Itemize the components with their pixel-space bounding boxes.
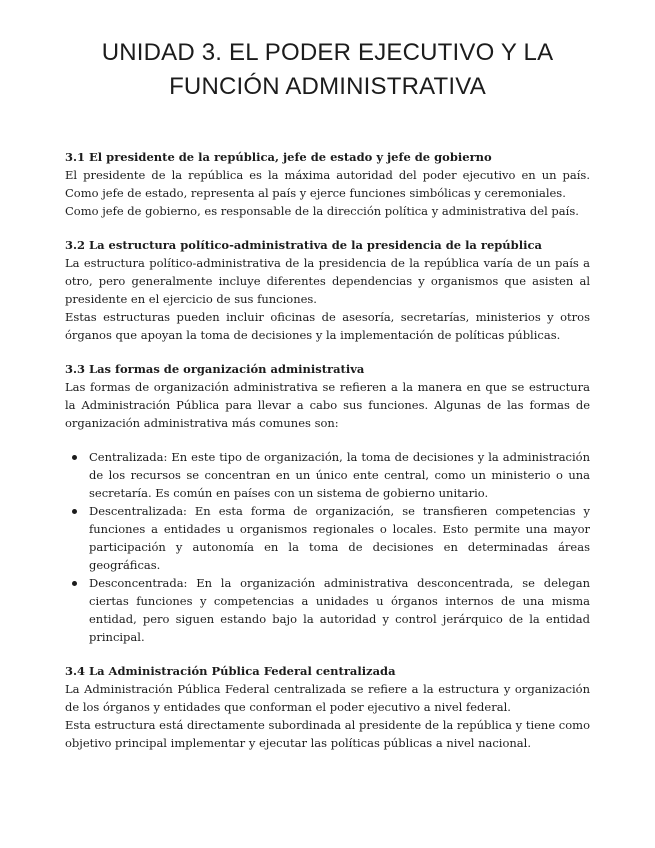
title-line-2: FUNCIÓN ADMINISTRATIVA bbox=[169, 73, 486, 100]
section-heading: 3.1 El presidente de la república, jefe de estado y jefe de gobierno bbox=[65, 150, 492, 164]
section-heading: 3.2 La estructura político-administrativa de la presidencia de la república bbox=[65, 238, 542, 252]
bullet-icon bbox=[72, 455, 77, 460]
organization-forms-list bbox=[65, 448, 590, 646]
section-paragraph: El presidente de la república es la máxima autoridad del poder ejecutivo en un país. Como jefe de estado, representa al país y ejerce funciones simbólicas y ceremoniales. bbox=[65, 168, 590, 200]
list-item-text: Centralizada: En este tipo de organización, la toma de decisiones y la administración de los recursos se concentran en un único ente central, como un ministerio o una secretaría. Es común en países con un sistema de gobierno unitario. bbox=[89, 450, 590, 500]
section-paragraph: Estas estructuras pueden incluir oficinas de asesoría, secretarías, ministerios y otros órganos que apoyan la toma de decisiones y la implementación de políticas públicas. bbox=[65, 310, 590, 342]
section-heading: 3.3 Las formas de organización administrativa bbox=[65, 362, 365, 376]
list-item bbox=[65, 574, 590, 646]
bullet-icon bbox=[72, 581, 77, 586]
section-paragraph: La Administración Pública Federal centralizada se refiere a la estructura y organización de los órganos y entidades que conforman el poder ejecutivo a nivel federal. bbox=[65, 682, 590, 714]
list-item bbox=[65, 448, 590, 502]
section-3-2 bbox=[65, 236, 590, 344]
page-title bbox=[65, 36, 590, 104]
list-item-text: Descentralizada: En esta forma de organización, se transfieren competencias y funciones a entidades u organismos regionales o locales. Esto permite una mayor participación y autonomía en la toma de decisiones en determinadas áreas geográficas. bbox=[89, 504, 590, 572]
section-3-1 bbox=[65, 148, 590, 220]
paragraph-spacer bbox=[65, 432, 590, 448]
section-paragraph: Las formas de organización administrativa se refieren a la manera en que se estructura la Administración Pública para llevar a cabo sus funciones. Algunas de las formas de organización administrativa más comunes son: bbox=[65, 380, 590, 430]
section-3-3 bbox=[65, 360, 590, 646]
list-item-text: Desconcentrada: En la organización administrativa desconcentrada, se delegan ciertas funciones y competencias a unidades u órganos internos de una misma entidad, pero siguen estando bajo la autoridad y control jerárquico de la entidad principal. bbox=[89, 576, 590, 644]
section-paragraph: La estructura político-administrativa de la presidencia de la república varía de un país a otro, pero generalmente incluye diferentes dependencias y organismos que asisten al presidente en el ejercicio de sus funciones. bbox=[65, 256, 590, 306]
bullet-icon bbox=[72, 509, 77, 514]
title-line-1: UNIDAD 3. EL PODER EJECUTIVO Y LA bbox=[101, 39, 554, 66]
section-paragraph: Esta estructura está directamente subordinada al presidente de la república y tiene como objetivo principal implementar y ejecutar las políticas públicas a nivel nacional. bbox=[65, 718, 590, 750]
list-item bbox=[65, 502, 590, 574]
section-heading: 3.4 La Administración Pública Federal centralizada bbox=[65, 664, 396, 678]
section-3-4 bbox=[65, 662, 590, 752]
section-paragraph: Como jefe de gobierno, es responsable de la dirección política y administrativa del país. bbox=[65, 204, 579, 218]
